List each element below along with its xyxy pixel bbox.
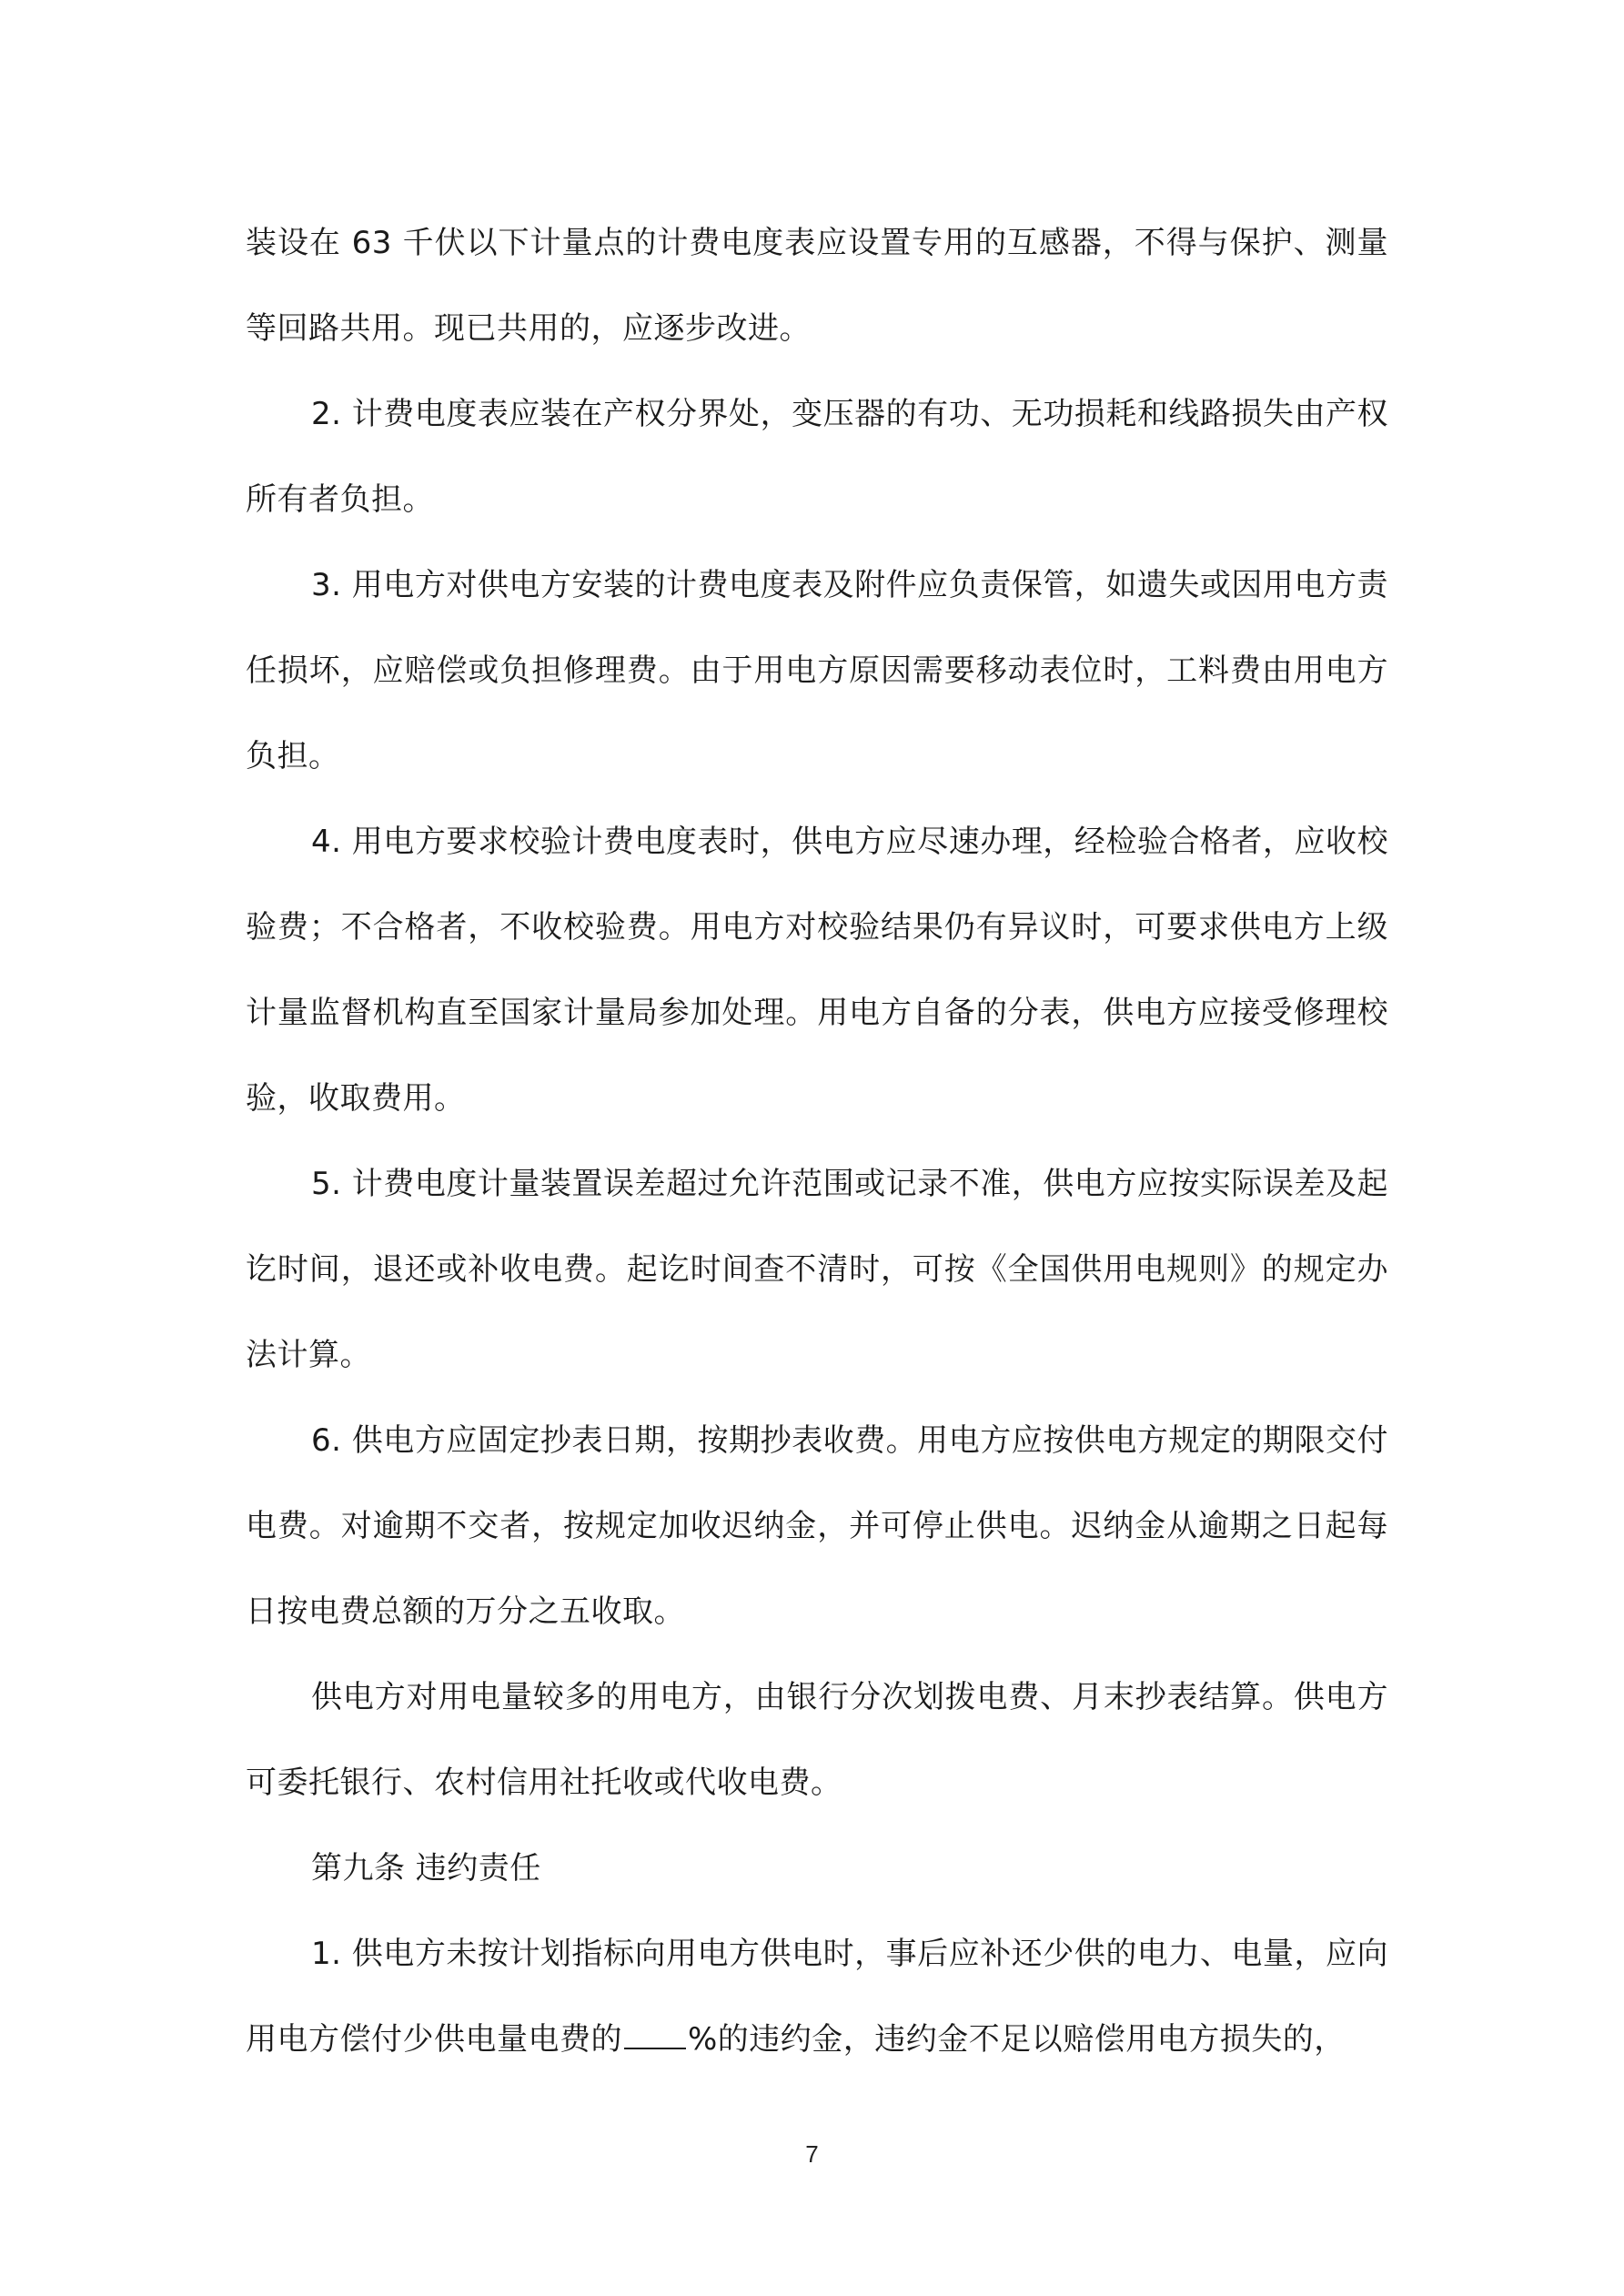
percentage-blank-field — [624, 2020, 686, 2049]
paragraph-bank-settlement: 供电方对用电量较多的用电方，由银行分次划拨电费、月末抄表结算。供电方可委托银行、农村信用社托收或代收电费。 — [246, 1679, 1388, 1801]
paragraph-meter-transformer: 装设在 63 千伏以下计量点的计费电度表应设置专用的互感器，不得与保护、测量等回路共用。现已共用的，应逐步改进。 — [246, 225, 1388, 347]
paragraph-clause-4: 4. 用电方要求校验计费电度表时，供电方应尽速办理，经检验合格者，应收校验费；不合格者，不收校验费。用电方对校验结果仍有异议时，可要求供电方上级计量监督机构直至国家计量局参加处理。用电方自备的分表，供电方应接受修理校验，收取费用。 — [246, 824, 1388, 1117]
paragraph-clause-6: 6. 供电方应固定抄表日期，按期抄表收费。用电方应按供电方规定的期限交付电费。对逾期不交者，按规定加收迟纳金，并可停止供电。迟纳金从逾期之日起每日按电费总额的万分之五收取。 — [246, 1422, 1388, 1630]
paragraph-clause-3: 3. 用电方对供电方安装的计费电度表及附件应负责保管，如遗失或因用电方责任损坏，应赔偿或负担修理费。由于用电方原因需要移动表位时，工料费由用电方负担。 — [246, 567, 1388, 774]
liability-text-after: %的违约金，违约金不足以赔偿用电方损失的， — [688, 2021, 1346, 2058]
paragraph-clause-5: 5. 计费电度计量装置误差超过允许范围或记录不准，供电方应按实际误差及起讫时间，退还或补收电费。起讫时间查不清时，可按《全国供用电规则》的规定办法计算。 — [246, 1166, 1388, 1373]
liability-text-before: 1. 供电方未按计划指标向用电方供电时，事后应补还少供的电力、电量，应向用电方偿付少供电量电费的 — [246, 1936, 1388, 2058]
page-number: 7 — [805, 2140, 819, 2168]
paragraph-clause-2: 2. 计费电度表应装在产权分界处，变压器的有功、无功损耗和线路损失由产权所有者负担。 — [246, 396, 1388, 518]
article-9-heading: 第九条 违约责任 — [311, 1850, 541, 1886]
paragraph-liability-clause-1 — [246, 1911, 1388, 2082]
body-text — [246, 200, 1388, 2082]
